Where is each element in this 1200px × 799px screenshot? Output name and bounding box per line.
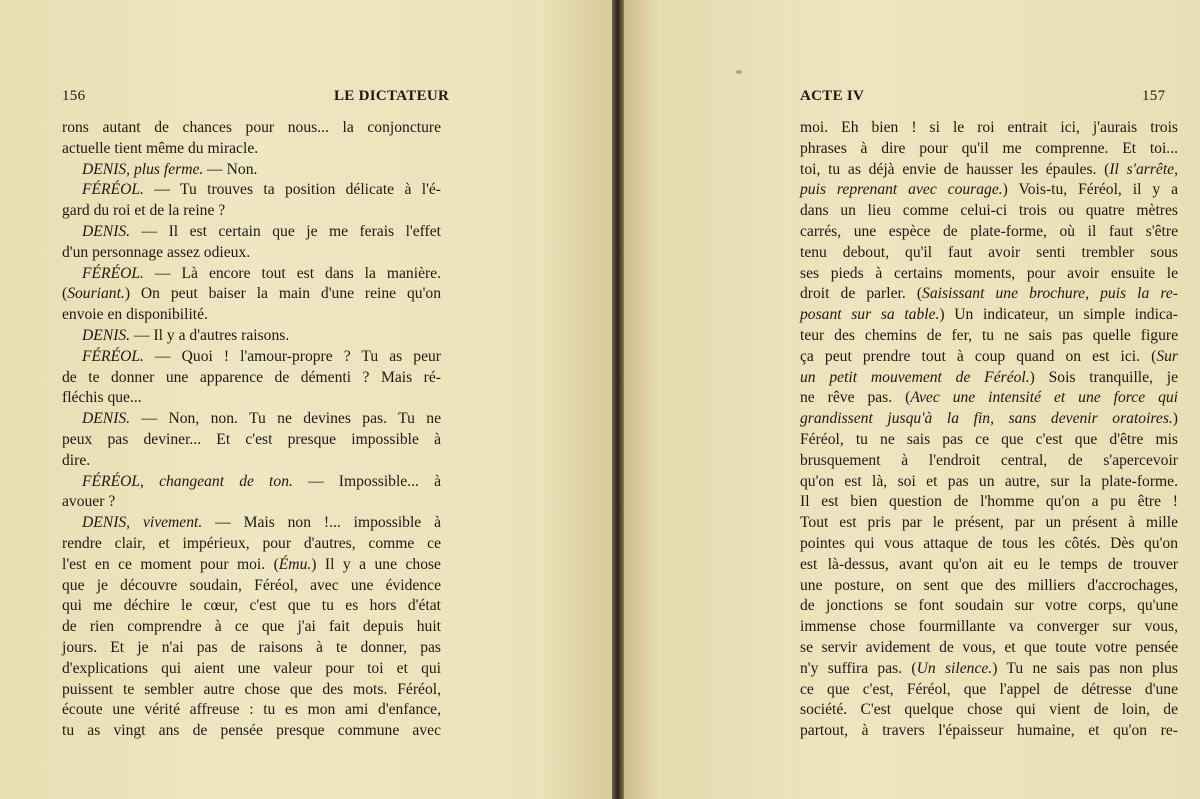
text-line: FÉRÉOL, changeant de ton. — Impossible... à: [82, 472, 441, 490]
text-line: immense chose fourmillante va converger sur vous,: [800, 618, 1178, 636]
text-line: tenu debout, qu'il faut avoir senti trembler sous: [800, 243, 1178, 261]
text-line: un petit mouvement de Féréol.) Sois tranquille, je: [800, 368, 1178, 386]
right-page: [624, 0, 1200, 799]
text-line: partout, à travers l'épaisseur humaine, et qu'on re-: [800, 722, 1178, 740]
right-running-head: ACTE IV: [800, 88, 865, 104]
text-line: droit de parler. (Saisissant une brochure, puis la re-: [800, 285, 1178, 303]
text-line: carrés, une espèce de plate-forme, où il faut s'être: [800, 222, 1178, 240]
text-line: FÉRÉOL. — Quoi ! l'amour-propre ? Tu as peur: [82, 347, 441, 365]
text-line: tu as vingt ans de pensée presque commune avec: [62, 722, 441, 740]
left-page-number: 156: [62, 88, 86, 104]
book-gutter: [612, 0, 624, 799]
text-line: fléchis que...: [62, 389, 142, 407]
text-line: que je découvre soudain, Féréol, avec une évidence: [62, 576, 441, 594]
text-line: actuelle tient même du miracle.: [62, 139, 259, 157]
text-line: pointes qui vous attaque de tous les côtés. Dès qu'on: [800, 534, 1178, 552]
text-line: de te donner une apparence de démenti ? Mais ré-: [62, 368, 441, 386]
text-line: avouer ?: [62, 493, 116, 511]
text-line: Tout est pris par le présent, par un présent à mille: [800, 514, 1178, 532]
text-line: écoute une vérité affreuse : tu es mon ami d'enfance,: [62, 701, 441, 719]
text-line: DENIS. — Non, non. Tu ne devines pas. Tu ne: [82, 410, 441, 428]
text-line: teur des chemins de fer, tu ne sais pas quelle figure: [800, 326, 1178, 344]
text-line: (Souriant.) On peut baiser la main d'une reine qu'on: [62, 285, 441, 303]
text-line: DENIS. — Il y a d'autres raisons.: [82, 326, 290, 344]
text-line: rons autant de chances pour nous... la conjoncture: [62, 119, 441, 136]
text-line: DENIS. — Il est certain que je me ferais l'effet: [82, 222, 441, 240]
text-line: puissent te sembler autre chose que des mots. Féréol,: [62, 680, 441, 698]
text-line: se servir avidement de vous, et que toute votre pensée: [800, 638, 1178, 656]
text-line: ce que c'est, Féréol, que l'appel de détresse d'une: [800, 680, 1178, 698]
text-line: ses pieds à certains moments, pour avoir ensuite le: [800, 264, 1178, 282]
text-line: toi, tu as déjà envie de hausser les épaules. (Il s'arrête,: [800, 160, 1178, 178]
text-line: DENIS, vivement. — Mais non !... impossible à: [82, 514, 441, 532]
text-line: de rien comprendre à ce que j'ai fait depuis huit: [62, 618, 441, 636]
text-line: ne rêve pas. (Avec une intensité et une force qui: [800, 389, 1179, 407]
left-running-head: LE DICTATEUR: [334, 88, 450, 104]
text-line: DENIS, plus ferme. — Non.: [82, 160, 258, 178]
left-body-text: [62, 118, 441, 742]
text-line: puis reprenant avec courage.) Vois-tu, Féréol, il y a: [800, 181, 1178, 199]
text-line: FÉRÉOL. — Là encore tout est dans la manière.: [82, 264, 441, 282]
text-line: peux pas deviner... Et c'est presque impossible à: [62, 430, 441, 448]
text-line: gard du roi et de la reine ?: [62, 202, 226, 220]
right-page-number: 157: [1142, 88, 1166, 104]
text-line: dire.: [62, 451, 91, 469]
page-smudge: [736, 70, 742, 74]
text-line: Féréol, tu ne sais pas ce que c'est que d'être mis: [800, 430, 1178, 448]
text-line: n'y suffira pas. (Un silence.) Tu ne sais pas non plus: [800, 659, 1178, 677]
text-line: FÉRÉOL. — Tu trouves ta position délicate à l'é-: [82, 181, 441, 199]
text-line: est là-dessus, avant qu'on ait eu le temps de trouver: [800, 555, 1178, 573]
text-line: l'est en ce moment pour moi. (Ému.) Il y a une chose: [62, 555, 441, 573]
text-line: dans un lieu comme celui-ci trois ou quatre mètres: [800, 202, 1178, 220]
text-line: envoie en disponibilité.: [62, 306, 208, 324]
text-line: moi. Eh bien ! si le roi entrait ici, j'aurais trois: [800, 119, 1178, 136]
text-line: d'un personnage assez odieux.: [62, 243, 251, 261]
text-line: société. C'est quelque chose qui vient de loin, de: [800, 701, 1178, 719]
text-line: qu'on est là, soi et pas un autre, sur la plate-forme.: [800, 472, 1178, 490]
text-line: ça peut prendre tout à coup quand on est ici. (Sur: [800, 347, 1178, 365]
text-line: une posture, on sent que des milliers d'accrochages,: [800, 576, 1178, 594]
text-line: phrases à dire pour qu'il me comprenne. Et toi...: [800, 139, 1178, 157]
text-line: d'explications qui aient une valeur pour toi et qui: [62, 659, 441, 677]
right-body-text: [800, 118, 1178, 742]
text-line: posant sur sa table.) Un indicateur, un simple indica-: [800, 306, 1178, 324]
text-line: Il est bien question de l'homme qu'on a pu être !: [800, 493, 1178, 511]
text-line: de jonctions se font soudain sur votre corps, qu'une: [800, 597, 1178, 615]
text-line: grandissent jusqu'à la fin, sans devenir oratoires.): [800, 410, 1178, 428]
text-line: rendre clair, et impérieux, pour d'autres, comme ce: [62, 534, 441, 552]
text-line: jours. Et je n'ai pas de raisons à te donner, pas: [62, 638, 441, 656]
text-line: brusquement à l'endroit central, de s'apercevoir: [800, 451, 1178, 469]
text-line: qui me déchire le cœur, c'est que tu es hors d'état: [62, 597, 441, 615]
